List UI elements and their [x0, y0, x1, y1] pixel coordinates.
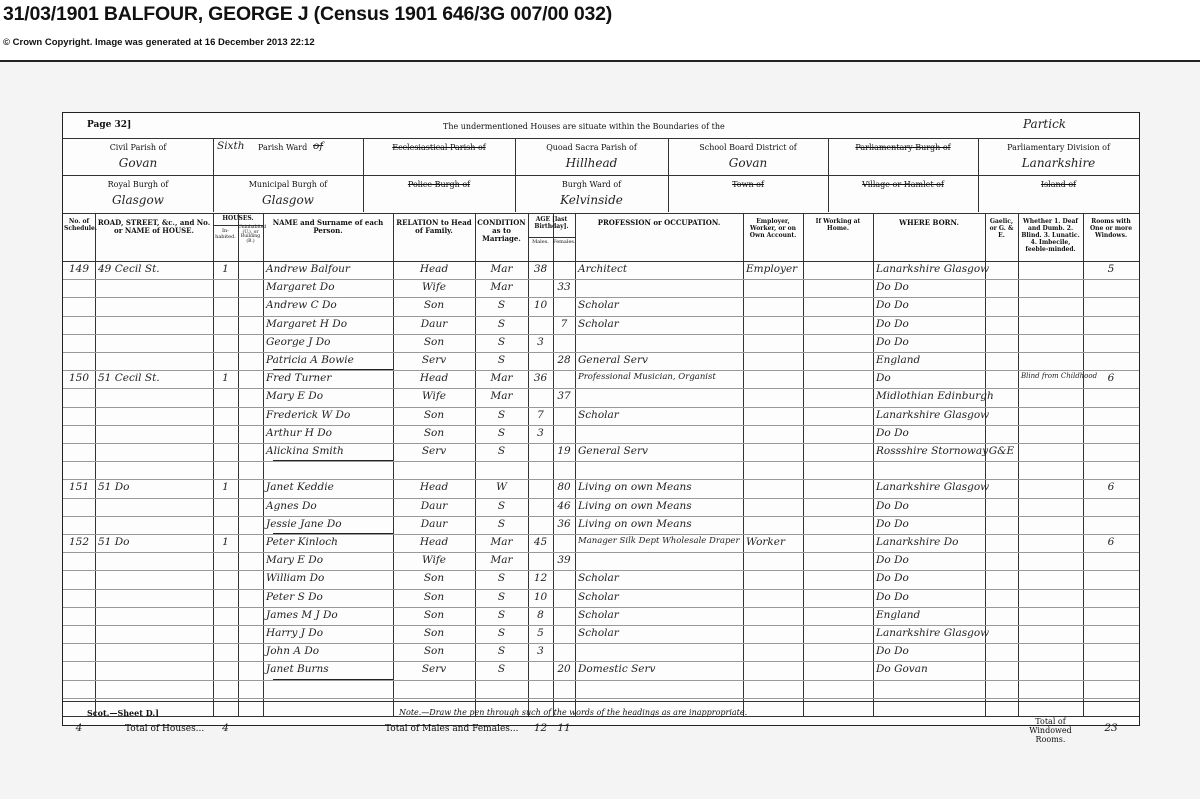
cell-cond: S	[497, 499, 506, 512]
rule	[873, 213, 874, 716]
cell-cond: S	[497, 663, 506, 676]
table-row-line	[63, 570, 1139, 571]
column-header-inhabited: In-habited.	[215, 228, 236, 240]
cell-occ: Scholar	[578, 317, 619, 330]
total-rooms-label: Total of Windowed Rooms.	[1029, 717, 1072, 745]
table-row-line	[63, 625, 1139, 626]
cell-born: Do Do	[876, 426, 909, 439]
cell-born: England	[876, 608, 921, 621]
cell-name: Mary E Do	[266, 390, 324, 403]
total-schedules: 4	[75, 722, 83, 734]
cell-cond: S	[497, 317, 506, 330]
cell-cond: Mar	[490, 281, 513, 294]
region-value: Kelvinside	[560, 193, 623, 207]
cell-cond: S	[497, 445, 506, 457]
cell-f: 80	[557, 481, 571, 494]
cell-name: William Do	[266, 572, 325, 585]
region-label: Civil Parish of	[109, 143, 167, 152]
cell-born: Midlothian Edinburgh	[876, 390, 994, 403]
region-label: Town of	[732, 180, 764, 189]
rule	[803, 213, 804, 716]
cell-name: James M J Do	[266, 608, 338, 621]
rule	[985, 213, 986, 716]
total-rooms: 23	[1104, 722, 1118, 734]
cell-f: 37	[557, 390, 571, 403]
rule	[95, 213, 96, 716]
column-header-address: ROAD, STREET, &c., and No. or NAME of HOUSE.	[97, 218, 211, 236]
rule	[63, 213, 1139, 214]
column-header-employer: Employer, Worker, or on Own Account.	[749, 218, 797, 239]
cell-rel: Serv	[421, 445, 447, 457]
cell-cond: Mar	[490, 536, 513, 548]
cell-name: Fred Turner	[266, 372, 332, 385]
cell-emp: Worker	[746, 536, 786, 548]
cell-born: Lanarkshire Do	[876, 536, 959, 548]
region-label: Quoad Sacra Parish of	[546, 143, 637, 152]
table-row-line	[63, 698, 1139, 699]
cell-rel: Daur	[420, 317, 448, 330]
rule	[528, 213, 529, 716]
cell-name: George J Do	[266, 335, 331, 348]
cell-born: Do Do	[876, 517, 909, 530]
cell-f: 33	[557, 281, 571, 294]
region-label: Parliamentary Burgh of	[855, 143, 951, 152]
cell-name: Peter S Do	[266, 590, 323, 603]
column-header-rooms: Rooms with One or more Windows.	[1089, 218, 1133, 239]
census-form	[62, 112, 1140, 745]
rule	[263, 213, 264, 716]
region-label: Village or Hamlet of	[862, 180, 944, 189]
cell-cond: S	[497, 335, 506, 348]
table-row-line	[63, 607, 1139, 608]
rule	[1018, 213, 1019, 716]
cell-name: Andrew C Do	[266, 299, 337, 312]
rule	[575, 213, 576, 716]
heading-note: Note.—Draw the pen through such of the words of the headings as are inappropriate.	[399, 708, 748, 717]
rule	[528, 237, 575, 238]
region-label: School Board District of	[699, 143, 797, 152]
cell-addr: 51 Do	[98, 481, 130, 494]
cell-name: Agnes Do	[266, 499, 317, 512]
table-row-line	[63, 316, 1139, 317]
column-header-born: WHERE BORN.	[899, 218, 959, 227]
cell-cond: S	[497, 590, 506, 603]
table-row-line	[63, 534, 1139, 535]
cell-rel: Wife	[421, 281, 447, 294]
cell-name: Frederick W Do	[266, 408, 351, 421]
cell-born: England	[876, 354, 921, 366]
column-header-gaelic: Gaelic, or G. & E.	[989, 218, 1014, 239]
cell-born: Do Do	[876, 335, 909, 348]
region-value: Glasgow	[112, 193, 164, 207]
cell-m: 3	[537, 335, 544, 348]
rule	[63, 701, 1139, 702]
cell-f: 28	[557, 354, 571, 366]
cell-f: 39	[557, 554, 571, 567]
cell-occ: Scholar	[578, 408, 619, 421]
table-row-line	[63, 388, 1139, 389]
total-females: 11	[557, 722, 571, 734]
rule	[743, 213, 744, 716]
table-row-line	[63, 407, 1139, 408]
table-row-line	[63, 643, 1139, 644]
cell-sched: 149	[68, 263, 90, 275]
cell-born: Do Do	[876, 645, 909, 658]
cell-name: Margaret Do	[266, 281, 335, 294]
cell-rel: Wife	[421, 554, 447, 567]
cell-rel: Daur	[420, 517, 448, 530]
table-row-line	[63, 479, 1139, 480]
cell-name: Janet Keddie	[266, 481, 334, 494]
column-header-working: If Working at Home.	[815, 218, 861, 232]
cell-cond: S	[497, 426, 506, 439]
cell-cond: S	[497, 299, 506, 312]
cell-rel: Son	[423, 572, 445, 585]
table-row-line	[63, 297, 1139, 298]
cell-born: Lanarkshire Glasgow	[876, 481, 990, 494]
column-header-uninhabited: Uninhabited (U.), or Building (B.)	[238, 225, 267, 245]
cell-name: Arthur H Do	[266, 426, 332, 439]
cell-born: Do Do	[876, 590, 909, 603]
cell-born: Rossshire Stornoway	[876, 445, 989, 457]
cell-m: 3	[537, 645, 544, 658]
table-row-line	[63, 552, 1139, 553]
cell-cond: S	[497, 608, 506, 621]
cell-name: Andrew Balfour	[266, 263, 350, 275]
cell-born: Lanarkshire Glasgow	[876, 263, 990, 275]
cell-rel: Son	[423, 426, 445, 439]
cell-f: 20	[557, 663, 571, 676]
cell-f: 19	[557, 445, 571, 457]
cell-cond: Mar	[490, 390, 513, 403]
cell-cond: S	[497, 627, 506, 639]
table-row-line	[63, 443, 1139, 444]
record-title: 31/03/1901 BALFOUR, GEORGE J (Census 1901 646/3G 007/00 032)	[3, 3, 613, 25]
cell-inh: 1	[222, 263, 229, 275]
cell-gael: G&E	[988, 445, 1015, 457]
region-value: Lanarkshire	[1021, 156, 1096, 170]
cell-addr: 51 Cecil St.	[98, 372, 160, 385]
cell-rooms: 6	[1107, 481, 1115, 494]
cell-occ: Domestic Serv	[578, 663, 656, 676]
cell-m: 38	[533, 263, 548, 275]
cell-rel: Son	[423, 627, 445, 639]
cell-inf: Blind from Childhood	[1021, 372, 1098, 381]
cell-addr: 51 Do	[98, 536, 130, 548]
cell-name: Alickina Smith	[266, 445, 344, 457]
cell-rel: Son	[423, 608, 445, 621]
cell-sched: 152	[68, 536, 90, 548]
cell-name: Patricia A Bowie	[266, 354, 354, 366]
cell-name: John A Do	[266, 645, 320, 658]
cell-cond: Mar	[490, 554, 513, 567]
cell-cond: S	[497, 354, 506, 366]
cell-occ: General Serv	[578, 445, 648, 457]
cell-born: Do	[876, 372, 891, 385]
cell-rel: Son	[423, 590, 445, 603]
rule	[213, 213, 214, 716]
cell-born: Do Do	[876, 572, 909, 585]
cell-born: Do Do	[876, 317, 909, 330]
cell-emp: Employer	[746, 263, 798, 275]
copyright-notice: © Crown Copyright. Image was generated at 16 December 2013 22:12	[3, 37, 315, 48]
cell-rel: Head	[419, 372, 449, 385]
cell-occ: General Serv	[578, 354, 648, 366]
cell-inh: 1	[222, 372, 229, 385]
rule	[213, 138, 214, 175]
cell-cond: S	[497, 645, 506, 658]
column-header-houses: HOUSES.	[222, 215, 254, 222]
cell-rel: Serv	[421, 663, 447, 676]
cell-occ: Manager Silk Dept Wholesale Draper	[578, 536, 740, 546]
cell-cond: W	[496, 481, 507, 494]
cell-name: Margaret H Do	[266, 317, 348, 330]
cell-sched: 150	[68, 372, 90, 385]
cell-rel: Serv	[421, 354, 447, 366]
total-persons-label: Total of Males and Females...	[385, 724, 519, 734]
region-value: Govan	[728, 156, 768, 170]
cell-m: 3	[537, 426, 544, 439]
image-banner	[0, 0, 1200, 58]
household-separator	[273, 369, 393, 370]
rule	[475, 213, 476, 716]
cell-cond: Mar	[490, 372, 513, 385]
cell-cond: S	[497, 408, 506, 421]
cell-born: Do Do	[876, 554, 909, 567]
cell-occ: Scholar	[578, 572, 619, 585]
cell-rel: Daur	[420, 499, 448, 512]
cell-sched: 151	[68, 481, 90, 494]
cell-m: 10	[533, 590, 548, 603]
region-suffix: of	[313, 140, 324, 152]
region-label: Royal Burgh of	[107, 180, 169, 189]
region-label: Police Burgh of	[407, 180, 471, 189]
cell-born: Do Do	[876, 299, 909, 312]
region-label: Burgh Ward of	[561, 180, 622, 189]
cell-cond: S	[497, 517, 506, 530]
table-row-line	[63, 661, 1139, 662]
cell-rel: Head	[419, 481, 449, 494]
cell-name: Harry J Do	[266, 627, 324, 639]
total-houses-label: Total of Houses...	[125, 724, 205, 734]
column-header-profession: PROFESSION or OCCUPATION.	[597, 218, 721, 227]
cell-name: Janet Burns	[266, 663, 329, 676]
cell-born: Do Do	[876, 281, 909, 294]
cell-addr: 49 Cecil St.	[98, 263, 160, 275]
cell-m: 45	[533, 536, 548, 548]
table-row-line	[63, 370, 1139, 371]
cell-occ: Scholar	[578, 608, 619, 621]
household-separator	[273, 533, 393, 534]
cell-rel: Son	[423, 335, 445, 348]
region-value: Glasgow	[262, 193, 314, 207]
total-males: 12	[533, 722, 548, 734]
column-header-condition: CONDITION as to Marriage.	[477, 218, 526, 244]
cell-cond: Mar	[490, 263, 513, 275]
cell-inh: 1	[222, 536, 229, 548]
table-row-line	[63, 589, 1139, 590]
form-heading: The undermentioned Houses are situate within the Boundaries of the	[443, 122, 725, 131]
rule	[553, 213, 554, 716]
cell-rel: Son	[423, 299, 445, 312]
cell-born: Do Do	[876, 499, 909, 512]
region-label: Municipal Burgh of	[248, 180, 328, 189]
total-houses: 4	[222, 722, 229, 734]
table-row-line	[63, 352, 1139, 353]
cell-occ: Living on own Means	[578, 481, 692, 494]
table-row-line	[63, 461, 1139, 462]
cell-occ: Architect	[578, 263, 628, 275]
cell-born: Do Govan	[876, 663, 928, 676]
cell-name: Jessie Jane Do	[266, 517, 342, 530]
cell-rel: Son	[423, 645, 445, 658]
cell-m: 12	[533, 572, 548, 585]
cell-occ: Scholar	[578, 590, 619, 603]
region-value: Sixth	[217, 140, 245, 152]
cell-m: 36	[533, 372, 548, 385]
column-header-name: NAME and Surname of each Person.	[272, 218, 384, 236]
region-label: Parliamentary Division of	[1007, 143, 1110, 152]
table-row-line	[63, 516, 1139, 517]
cell-rel: Son	[423, 408, 445, 421]
cell-rel: Head	[419, 536, 449, 548]
cell-rel: Wife	[421, 390, 447, 403]
cell-m: 10	[533, 299, 548, 312]
cell-name: Mary E Do	[266, 554, 324, 567]
region-label: Parish Ward	[258, 143, 308, 152]
cell-occ: Professional Musician, Organist	[578, 372, 716, 383]
column-header-relation: RELATION to Head of Family.	[396, 218, 472, 236]
cell-f: 46	[557, 499, 571, 512]
cell-occ: Scholar	[578, 299, 619, 312]
table-row-line	[63, 425, 1139, 426]
cell-inh: 1	[222, 481, 229, 494]
sheet-footer: Scot.—Sheet D.]	[87, 708, 159, 718]
cell-f: 36	[557, 517, 571, 530]
cell-occ: Living on own Means	[578, 499, 692, 512]
household-separator	[273, 679, 393, 680]
region-label: Ecclesiastical Parish of	[392, 143, 486, 152]
cell-rooms: 6	[1107, 372, 1115, 385]
table-row-line	[63, 680, 1139, 681]
heading-handwritten: Partick	[1023, 117, 1067, 131]
column-header-females: Females.	[553, 239, 576, 245]
household-separator	[273, 460, 393, 461]
column-header-infirm: Whether 1. Deaf and Dumb. 2. Blind. 3. Lunatic. 4. Imbecile, feeble-minded.	[1021, 218, 1080, 253]
column-header-males: Males.	[532, 239, 549, 245]
region-value: Hillhead	[565, 156, 618, 170]
cell-m: 8	[537, 608, 544, 621]
cell-occ: Scholar	[578, 627, 619, 639]
rule	[238, 213, 239, 716]
cell-occ: Living on own Means	[578, 517, 692, 530]
region-value: Govan	[118, 156, 158, 170]
cell-cond: S	[497, 572, 506, 585]
cell-born: Lanarkshire Glasgow	[876, 627, 990, 639]
cell-name: Peter Kinloch	[266, 536, 338, 548]
table-row-line	[63, 498, 1139, 499]
cell-rooms: 6	[1107, 536, 1115, 548]
table-row-line	[63, 279, 1139, 280]
table-row-line	[63, 334, 1139, 335]
rule	[63, 261, 1139, 262]
rule	[1083, 213, 1084, 716]
cell-m: 7	[537, 408, 544, 421]
rule	[393, 213, 394, 716]
cell-born: Lanarkshire Glasgow	[876, 408, 990, 421]
cell-rooms: 5	[1107, 263, 1115, 275]
column-header-age: AGE [last Birthday].	[534, 216, 569, 230]
column-header-schedule: No. of Schedule.	[64, 218, 97, 232]
region-label: Island of	[1040, 180, 1077, 189]
cell-f: 7	[560, 317, 568, 330]
cell-rel: Head	[419, 263, 449, 275]
page-number: Page 32]	[87, 120, 132, 130]
cell-m: 5	[537, 627, 544, 639]
